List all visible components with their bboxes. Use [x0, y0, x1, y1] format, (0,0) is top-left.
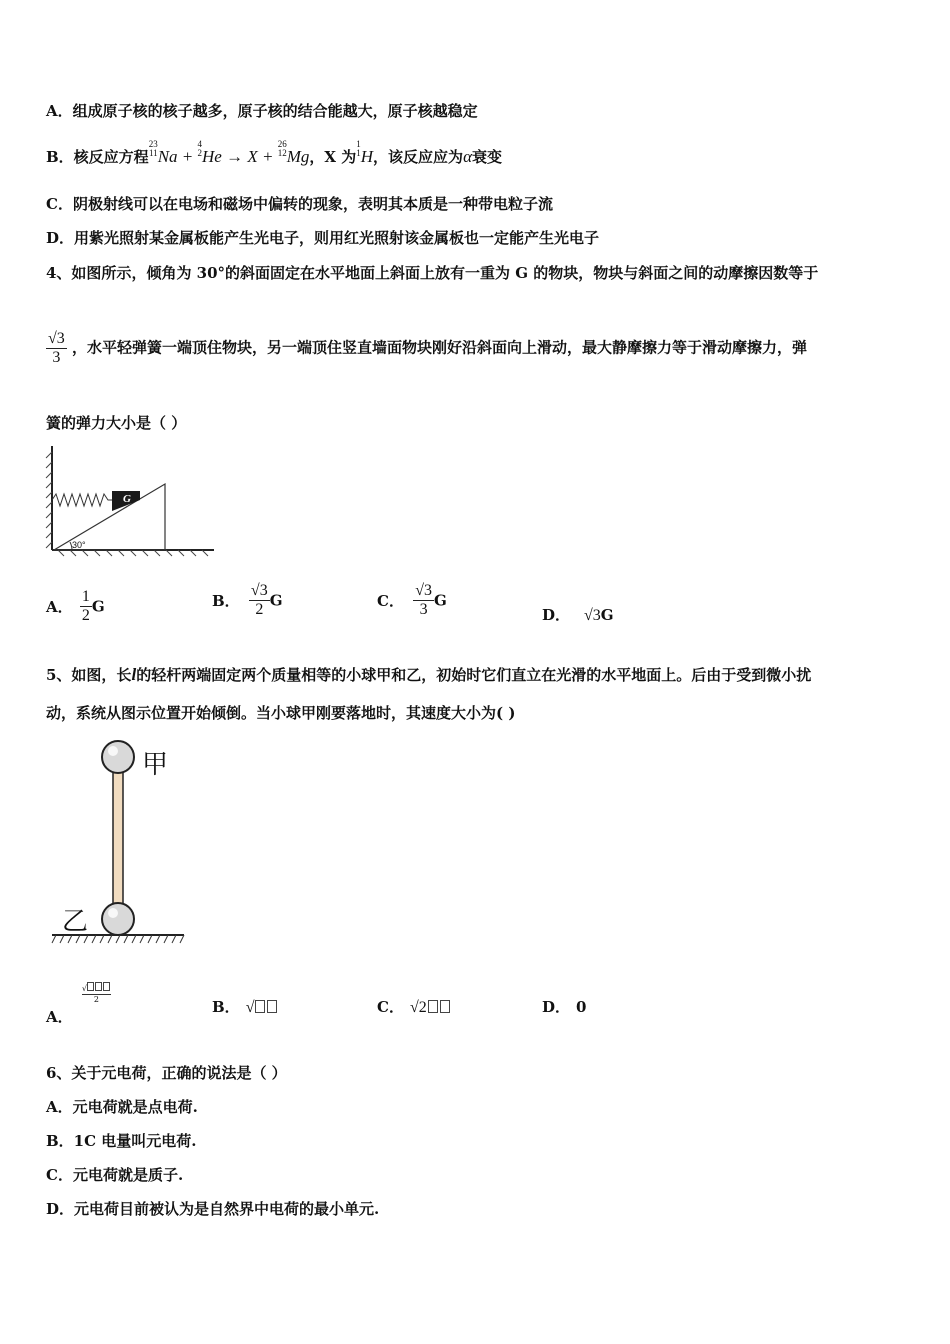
alpha-symbol: α	[463, 147, 472, 166]
q4-option-b: B． $\frac{√3}{2}$ G	[212, 582, 283, 618]
incline-spring-figure	[44, 444, 219, 559]
block-label: G	[123, 493, 131, 505]
ball-yi-label: 乙	[62, 907, 89, 937]
q6-stem: 6、关于元电荷，正确的说法是（ ）	[46, 1064, 287, 1082]
q6-option-a: A．元电荷就是点电荷.	[46, 1098, 198, 1116]
q4-stem-line1: 4、如图所示，倾角为 30°的斜面固定在水平地面上斜面上放有一重为 G 的物块，物块与斜面之间的动摩擦因数等于	[46, 264, 819, 282]
q4-stem-line2: $\frac{√3}{3}$ ，水平轻弹簧一端顶住物块，另一端顶住竖直墙面物块刚好沿斜面向上滑动，最大静摩擦力等于滑动摩擦力，弹	[48, 330, 808, 366]
q5-stem-line1: 5、如图，长l的轻杆两端固定两个质量相等的小球甲和乙，初始时它们直立在光滑的水平地面上。后由于受到微小扰	[46, 665, 812, 684]
q4-option-d: D． √3G	[542, 606, 614, 624]
rod-balls-figure	[48, 738, 193, 950]
nuclear-equation: 23 11 Na + 4 2 He → X + 26 12 Mg	[148, 139, 310, 166]
q3-option-b-end: 衰变	[472, 148, 503, 166]
q5-option-d: D． 0	[542, 998, 587, 1016]
angle-label: 30°	[72, 540, 86, 550]
q3-option-b-prefix: B．核反应方程	[46, 148, 149, 166]
block	[112, 491, 140, 511]
q6-option-d: D．元电荷目前被认为是自然界中电荷的最小单元.	[46, 1200, 380, 1218]
q6-option-b: B．1C 电量叫元电荷.	[46, 1132, 197, 1150]
hydrogen-symbol: 1 1 H	[356, 139, 374, 166]
friction-coefficient-fraction: $\frac{√3}{3}$	[48, 330, 65, 366]
q3-option-b-mid: ，X 为	[309, 148, 357, 166]
q6-option-c: C．元电荷就是质子.	[46, 1166, 184, 1184]
q5-option-b: B． √	[212, 996, 278, 1017]
q5-option-a: A． $\frac{√}{2}$	[46, 982, 111, 1027]
q3-option-d: D．用紫光照射某金属板能产生光电子，则用红光照射该金属板也一定能产生光电子	[46, 229, 600, 247]
q5-stem-line2: 动，系统从图示位置开始倾倒。当小球甲刚要落地时，其速度大小为( )	[46, 704, 516, 722]
q5-option-c: C． √2	[377, 996, 451, 1017]
q3-option-c: C．阴极射线可以在电场和磁场中偏转的现象，表明其本质是一种带电粒子流	[46, 195, 553, 213]
q4-option-a: A． $\frac{1}{2}$ G	[46, 588, 105, 624]
q3-option-b	[46, 140, 502, 168]
q3-option-a: A．组成原子核的核子越多，原子核的结合能越大，原子核越稳定	[46, 102, 478, 120]
q4-option-c: C． $\frac{√3}{3}$ G	[377, 582, 447, 618]
ball-jia-label: 甲	[142, 750, 169, 780]
q3-option-b-post: ，该反应应为	[373, 148, 464, 166]
q4-stem-line3: 簧的弹力大小是（ ）	[46, 414, 187, 432]
